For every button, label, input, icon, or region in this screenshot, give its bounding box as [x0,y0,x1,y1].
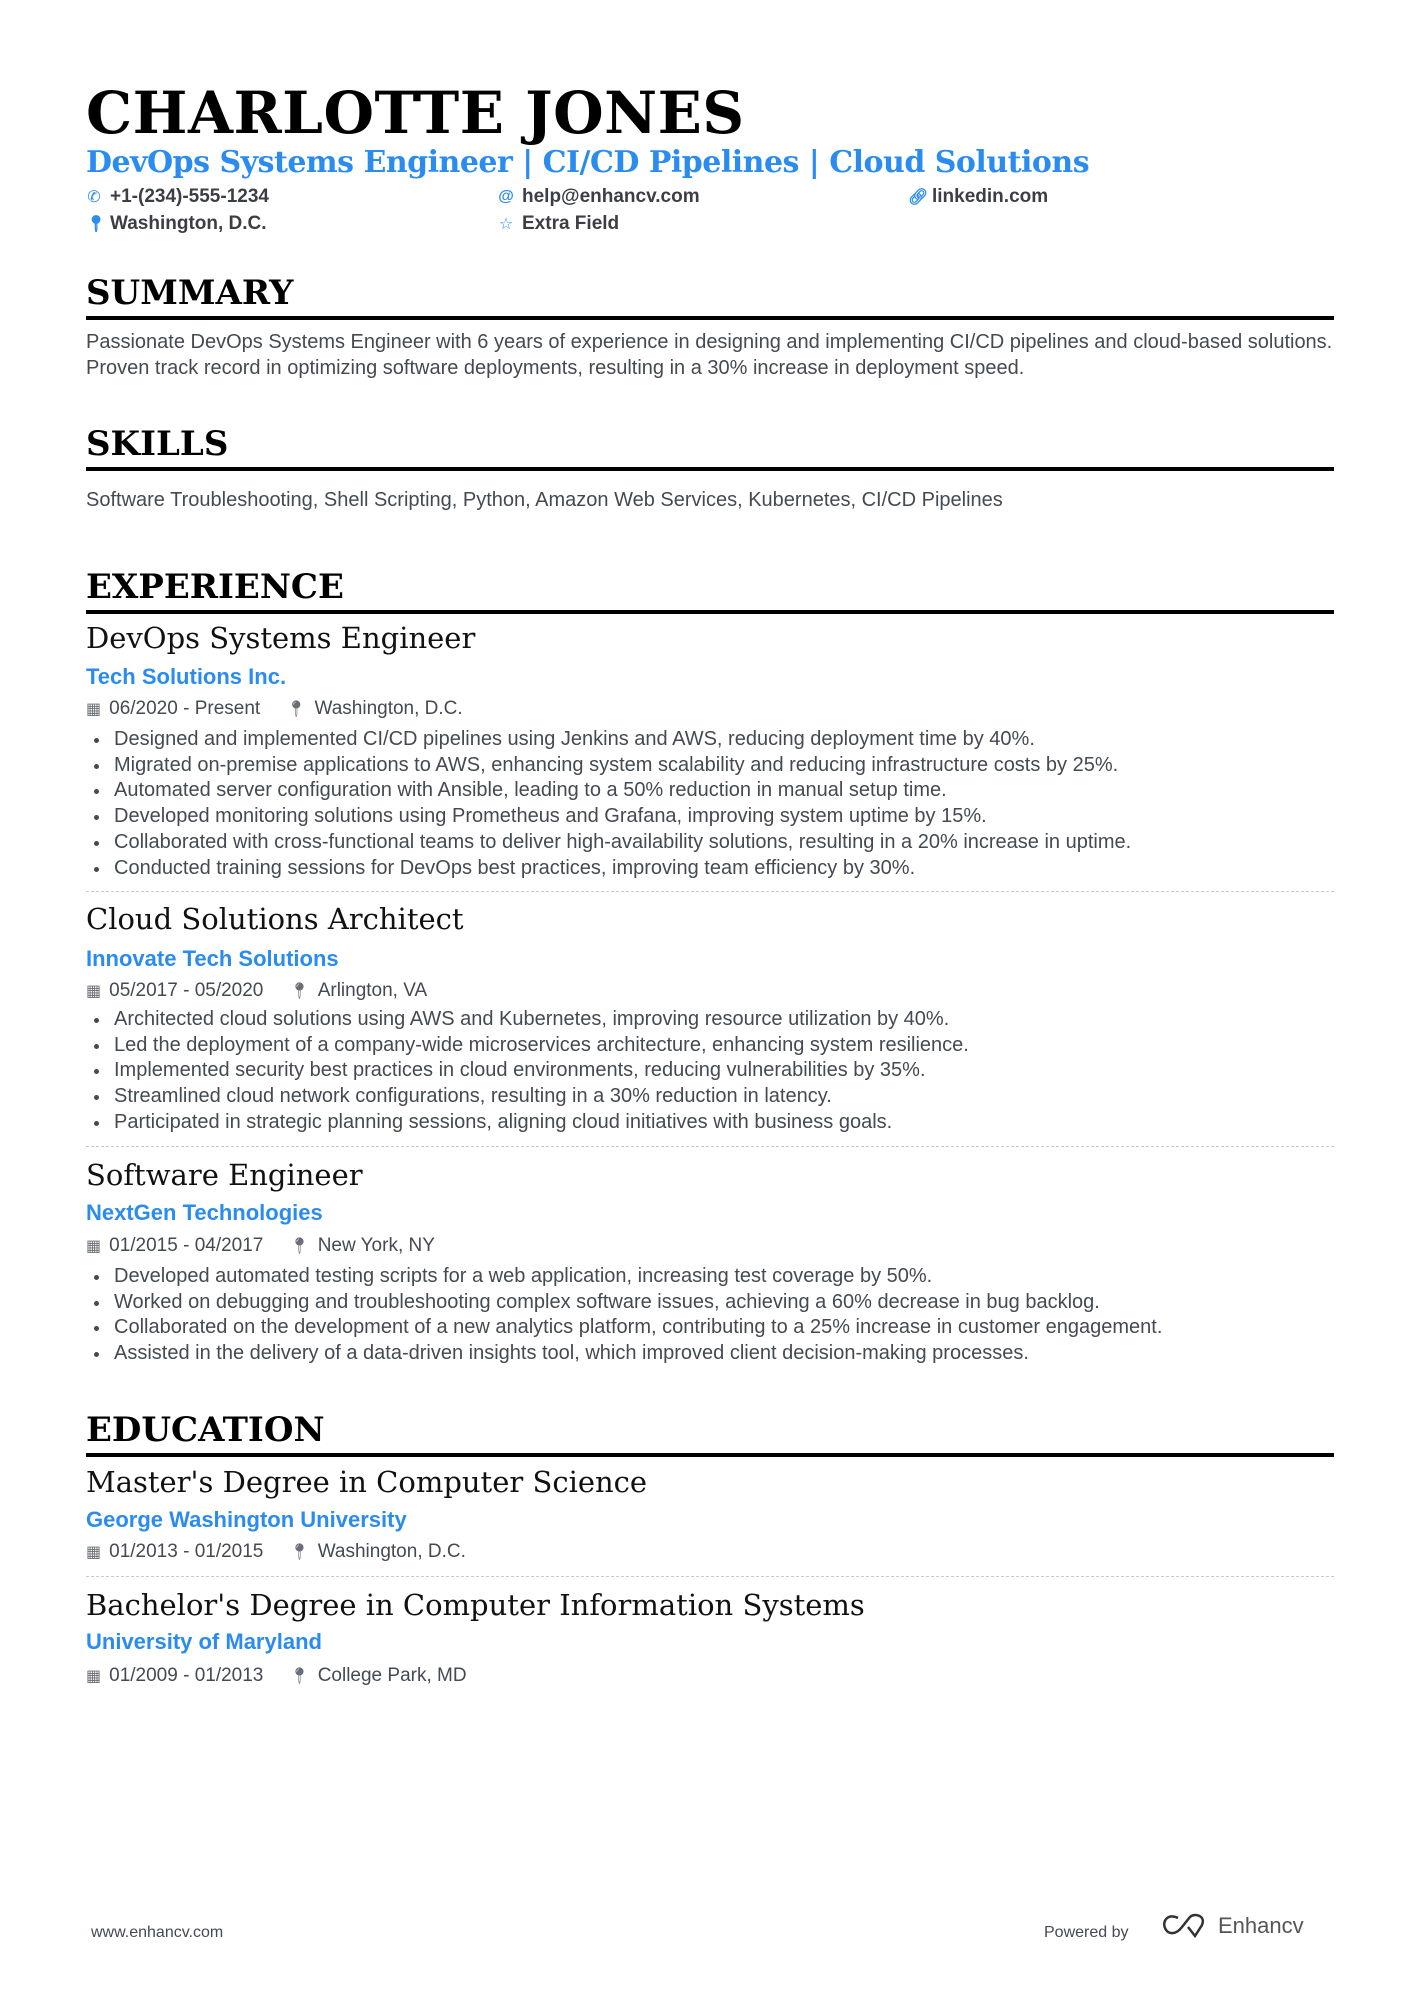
calendar-icon: ▦ [86,1544,102,1561]
contact-linkedin[interactable] [908,186,1048,208]
location-pin-icon: 📍︎ [289,1668,310,1685]
job-location [286,699,463,718]
section-title-education: EDUCATION [86,1413,1334,1457]
job-bullets [86,1007,1334,1136]
bullet: Developed monitoring solutions using Prometheus and Grafana, improving system uptime by 15%. [86,804,1334,830]
section-title-summary: SUMMARY [86,276,1334,320]
job-location [289,1236,435,1255]
dates-text: 01/2015 - 04/2017 [109,1235,264,1256]
location-pin-icon: 📍︎ [286,701,307,718]
headline: DevOps Systems Engineer | CI/CD Pipelines | Cloud Solutions [86,145,1090,180]
job-meta [86,981,1334,1000]
calendar-icon: ▦ [86,983,102,1000]
bullet: Participated in strategic planning sessions, aligning cloud initiatives with business goals. [86,1110,1334,1136]
bullet: Implemented security best practices in cloud environments, reducing vulnerabilities by 35%. [86,1058,1334,1084]
star-icon: ☆ [498,216,514,233]
bullet: Led the deployment of a company-wide microservices architecture, enhancing system resilience. [86,1033,1334,1059]
bullet: Conducted training sessions for DevOps best practices, improving team efficiency by 30%. [86,856,1334,882]
education-school: University of Maryland [86,1629,322,1654]
job-dates [86,981,263,1000]
bullet: Architected cloud solutions using AWS and Kubernetes, improving resource utilization by 40%. [86,1007,1334,1033]
section-title-experience: EXPERIENCE [86,570,1334,614]
brand-name: Enhancv [1218,1913,1304,1938]
divider [86,891,1334,892]
enhancv-logo-icon [1162,1913,1208,1939]
summary-text: Passionate DevOps Systems Engineer with 6 years of experience in designing and implementing CI/CD pipelines and cloud-based solutions. Proven track record in optimizing software deployments, resulting in a 30% increase in deployment speed. [86,331,1333,379]
phone-icon: ✆ [87,189,101,206]
dates-text: 06/2020 - Present [109,698,261,719]
education-meta [86,1542,1334,1561]
link-icon: 🔗︎ [908,189,929,206]
job-bullets [86,727,1334,881]
calendar-icon: ▦ [86,1668,102,1685]
location-text: College Park, MD [317,1665,467,1686]
calendar-icon: ▦ [86,701,102,718]
skills-text: Software Troubleshooting, Shell Scripting, Python, Amazon Web Services, Kubernetes, CI/CD Pipelines [86,489,1003,511]
job-meta [86,1236,1334,1255]
contact-email[interactable] [498,186,700,208]
bullet: Developed automated testing scripts for a web application, increasing test coverage by 50%. [86,1264,1334,1290]
education-school: George Washington University [86,1507,407,1532]
location-text: Arlington, VA [317,980,428,1001]
job-dates [86,699,260,718]
job-role: Software Engineer [86,1158,363,1192]
contact-location [86,213,267,235]
bullet: Collaborated with cross-functional teams to deliver high-availability solutions, resulting in a 20% increase in uptime. [86,830,1334,856]
contact-phone [86,186,269,208]
divider [86,1146,1334,1147]
job-role: DevOps Systems Engineer [86,621,476,655]
section-title-skills: SKILLS [86,427,1334,471]
contact-extra [498,213,619,235]
job-meta [86,699,1334,718]
education-degree: Bachelor's Degree in Computer Information Systems [86,1588,865,1622]
education-meta [86,1666,1334,1685]
education-location [289,1542,466,1561]
location-pin-icon: 📍︎ [289,983,310,1000]
footer-powered-by: Powered by [1044,1924,1129,1941]
bullet: Worked on debugging and troubleshooting complex software issues, achieving a 60% decrease in bug backlog. [86,1290,1334,1316]
bullet: Automated server configuration with Ansible, leading to a 50% reduction in manual setup time. [86,778,1334,804]
calendar-icon: ▦ [86,1238,102,1255]
bullet: Designed and implemented CI/CD pipelines using Jenkins and AWS, reducing deployment time by 40%. [86,727,1334,753]
job-company: Innovate Tech Solutions [86,946,339,971]
candidate-name: CHARLOTTE JONES [86,79,745,147]
bullet: Streamlined cloud network configurations, resulting in a 30% reduction in latency. [86,1084,1334,1110]
location-text: New York, NY [317,1235,435,1256]
bullet: Assisted in the delivery of a data-driven insights tool, which improved client decision-making processes. [86,1341,1334,1367]
dates-text: 05/2017 - 05/2020 [109,980,264,1001]
job-bullets [86,1264,1334,1367]
email-text[interactable]: help@enhancv.com [522,186,700,207]
location-pin-icon: 📍︎ [289,1238,310,1255]
job-dates [86,1236,263,1255]
education-degree: Master's Degree in Computer Science [86,1465,648,1499]
education-location [289,1666,466,1685]
job-location [289,981,427,1000]
job-company: NextGen Technologies [86,1200,323,1225]
education-dates [86,1666,263,1685]
phone-text: +1-(234)-555-1234 [110,186,269,207]
bullet: Migrated on-premise applications to AWS, enhancing system scalability and reducing infrastructure costs by 25%. [86,753,1334,779]
bullet: Collaborated on the development of a new analytics platform, contributing to a 25% increase in customer engagement. [86,1315,1334,1341]
education-dates [86,1542,263,1561]
location-pin-icon: 📍︎ [289,1544,310,1561]
location-text: Washington, D.C. [314,698,463,719]
job-company: Tech Solutions Inc. [86,664,287,689]
dates-text: 01/2009 - 01/2013 [109,1665,264,1686]
footer-website[interactable]: www.enhancv.com [91,1924,224,1941]
location-pin-icon: 📍︎ [86,216,107,233]
extra-text: Extra Field [522,213,620,234]
enhancv-logo[interactable] [1162,1913,1304,1939]
location-text: Washington, D.C. [317,1541,466,1562]
location-text: Washington, D.C. [110,213,267,234]
dates-text: 01/2013 - 01/2015 [109,1541,264,1562]
linkedin-text[interactable]: linkedin.com [932,186,1049,207]
divider [86,1576,1334,1577]
at-icon: @ [498,188,514,205]
job-role: Cloud Solutions Architect [86,902,464,936]
